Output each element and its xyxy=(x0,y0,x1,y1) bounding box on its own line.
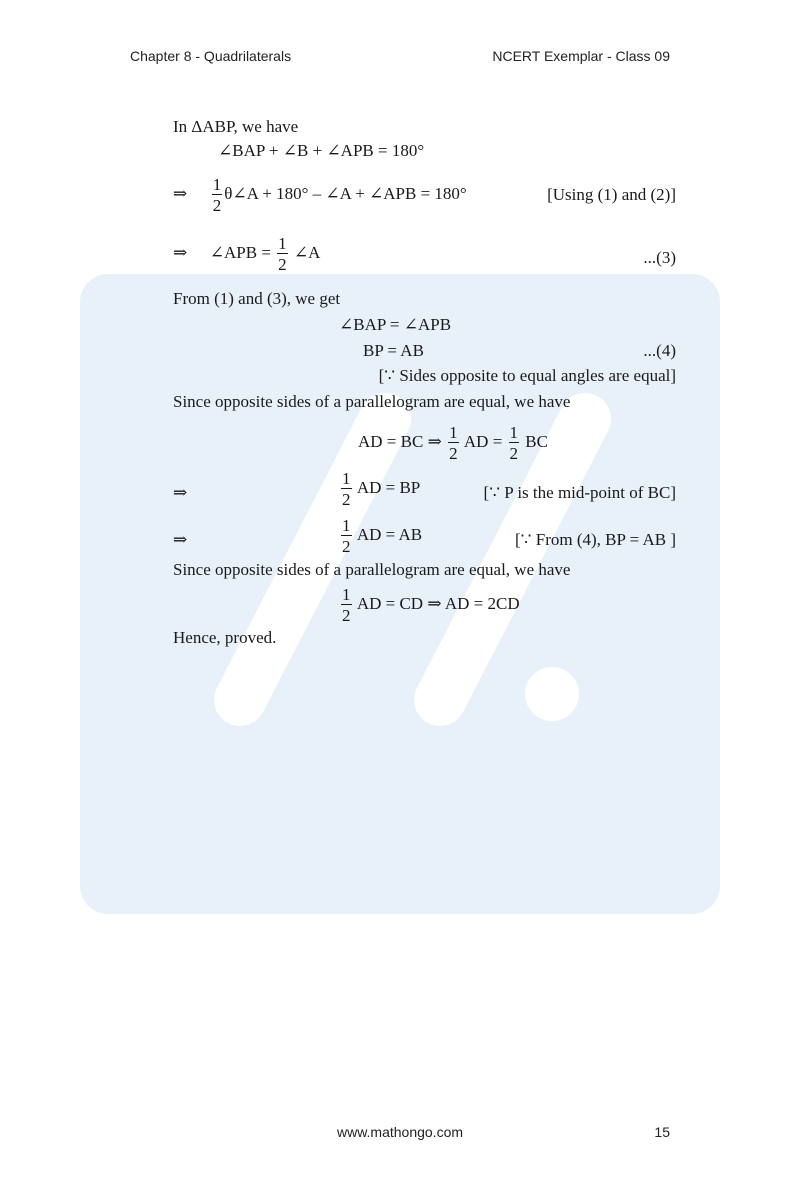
fraction-half: $\frac{1}{2}$ xyxy=(342,585,351,625)
fraction-half: $\frac{1}{2}$ xyxy=(342,469,351,509)
equation-substitution xyxy=(173,176,467,214)
expression: ∠APB = xyxy=(209,242,271,262)
implies-symbol: ⇒ xyxy=(173,530,188,549)
equation-ref-3: ...(3) xyxy=(643,248,676,267)
chapter-title: Chapter 8 - Quadrilaterals xyxy=(130,48,292,64)
expression: BC xyxy=(525,431,548,451)
footer-website: www.mathongo.com xyxy=(336,1124,464,1140)
expression: AD = AB xyxy=(356,524,423,544)
expression: AD = BC ⇒ xyxy=(358,431,442,451)
reason-mid-point: [∵ P is the mid-point of BC] xyxy=(483,483,676,502)
expression: AD = xyxy=(463,431,503,451)
proof-line: From (1) and (3), we get xyxy=(173,289,341,308)
implies-symbol: ⇒ xyxy=(173,183,188,203)
proof-line: In ΔABP, we have xyxy=(173,117,299,136)
equation-ad-bc xyxy=(358,424,548,462)
fraction-half: $\frac{1}{2}$ xyxy=(342,516,351,556)
book-title: NCERT Exemplar - Class 09 xyxy=(492,48,670,64)
implies-symbol: ⇒ xyxy=(173,242,188,262)
expression: AD = BP xyxy=(356,477,421,497)
reason-using-1-2: [Using (1) and (2)] xyxy=(547,185,676,204)
fraction-half: $\frac{1}{2}$ xyxy=(449,423,458,463)
expression: θ∠A + 180° – ∠A + ∠APB = 180° xyxy=(224,183,467,203)
fraction-half: $\frac{1}{2}$ xyxy=(278,234,287,274)
conclusion: Hence, proved. xyxy=(173,628,277,647)
equation-ad-2cd xyxy=(339,586,520,624)
equation-bp-ab: BP = AB xyxy=(363,341,424,360)
equation-bap-apb: ∠BAP = ∠APB xyxy=(339,315,452,334)
fraction-half: $\frac{1}{2}$ xyxy=(212,175,222,215)
reason-from-4: [∵ From (4), BP = AB ] xyxy=(515,530,676,549)
proof-line: Since opposite sides of a parallelogram are equal, we have xyxy=(173,392,571,411)
equation-half-ad-bp xyxy=(339,470,420,508)
expression: ∠A xyxy=(293,242,321,262)
reason-equal-angles: [∵ Sides opposite to equal angles are equal] xyxy=(378,366,676,385)
fraction-half: $\frac{1}{2}$ xyxy=(509,423,519,463)
implies-symbol: ⇒ xyxy=(173,483,188,502)
equation-ref-4: ...(4) xyxy=(643,341,676,360)
equation-half-ad-ab xyxy=(339,517,422,555)
proof-line: Since opposite sides of a parallelogram are equal, we have xyxy=(173,560,571,579)
page-number: 15 xyxy=(654,1124,670,1140)
equation-angle-sum: ∠BAP + ∠B + ∠APB = 180° xyxy=(218,141,425,160)
expression: AD = CD ⇒ AD = 2CD xyxy=(356,593,520,613)
equation-apb xyxy=(173,235,320,273)
